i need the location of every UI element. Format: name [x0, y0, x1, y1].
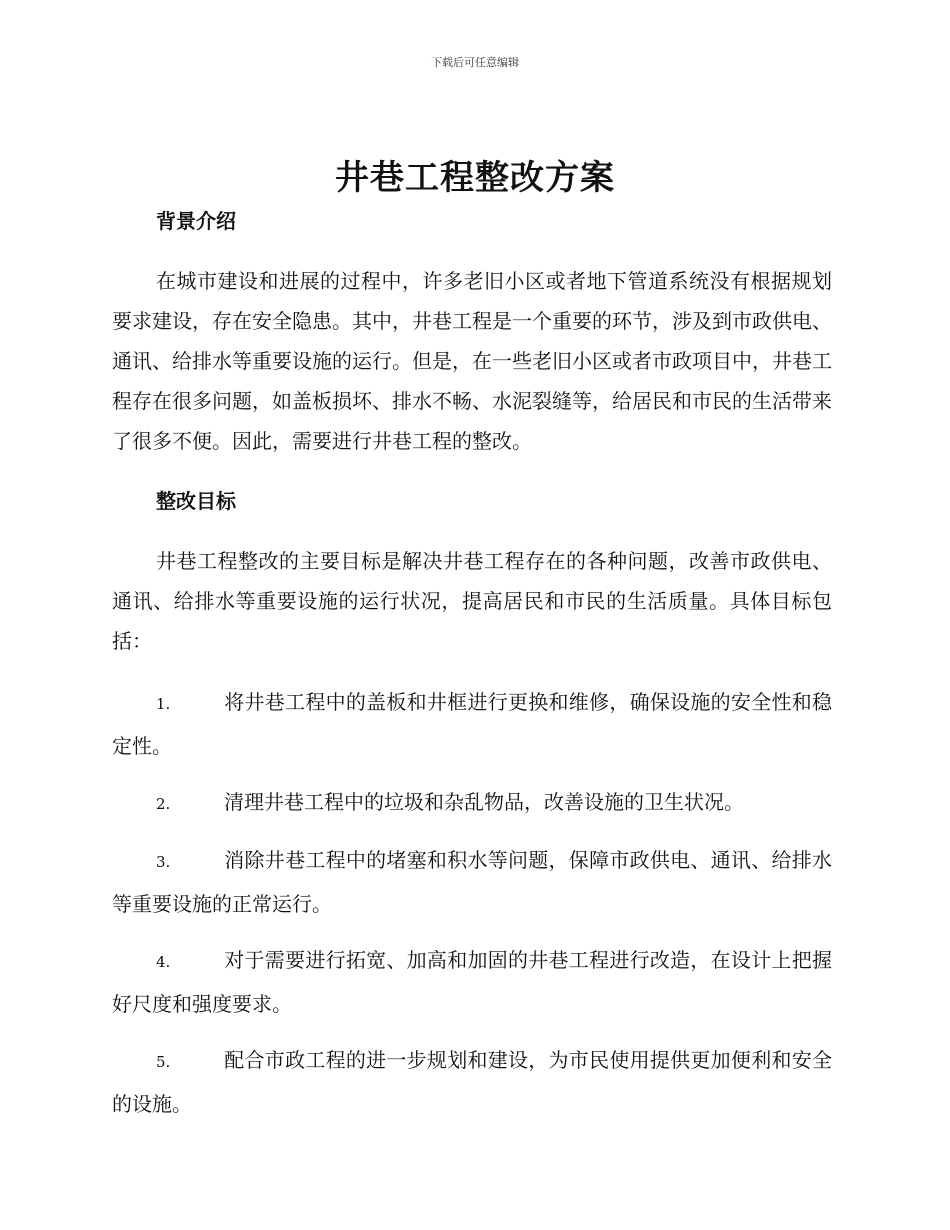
header-note: 下载后可任意编辑 — [431, 56, 519, 69]
goal-item — [112, 839, 832, 925]
goal-number: 1. — [156, 695, 171, 713]
goal-number: 5. — [156, 1053, 171, 1071]
goal-number: 3. — [156, 853, 171, 871]
goal-item — [112, 1039, 832, 1125]
goal-item — [112, 939, 832, 1025]
goal-text: 清理井巷工程中的垃圾和杂乱物品，改善设施的卫生状况。 — [224, 790, 744, 814]
section-paragraph-background: 在城市建设和进展的过程中，许多老旧小区或者地下管道系统没有根据规划要求建设，存在安全隐患。其中，井巷工程是一个重要的环节，涉及到市政供电、通讯、给排水等重要设施的运行。但是，在一些老旧小区或者市政项目中，井巷工程存在很多问题，如盖板损坏、排水不畅、水泥裂缝等，给居民和市民的生活带来了很多不便。因此，需要进行井巷工程的整改。 — [112, 269, 832, 453]
document-body — [112, 203, 832, 1125]
goal-text: 配合市政工程的进一步规划和建设，为市民使用提供更加便利和安全的设施。 — [112, 1048, 832, 1116]
goal-item — [112, 781, 832, 825]
goal-text: 将井巷工程中的盖板和井框进行更换和维修，确保设施的安全性和稳定性。 — [112, 690, 832, 758]
goal-number: 2. — [156, 795, 171, 813]
document-title: 井巷工程整改方案 — [335, 158, 615, 198]
section-paragraph-goals: 井巷工程整改的主要目标是解决井巷工程存在的各种问题，改善市政供电、通讯、给排水等重要设施的运行状况，提高居民和市民的生活质量。具体目标包括： — [112, 549, 832, 653]
goal-text: 对于需要进行拓宽、加高和加固的井巷工程进行改造，在设计上把握好尺度和强度要求。 — [112, 948, 832, 1016]
section-heading-goals: 整改目标 — [156, 489, 236, 513]
section-heading-background: 背景介绍 — [156, 209, 236, 233]
goal-text: 消除井巷工程中的堵塞和积水等问题，保障市政供电、通讯、给排水等重要设施的正常运行。 — [112, 848, 832, 916]
goal-number: 4. — [156, 953, 171, 971]
goal-item — [112, 681, 832, 767]
